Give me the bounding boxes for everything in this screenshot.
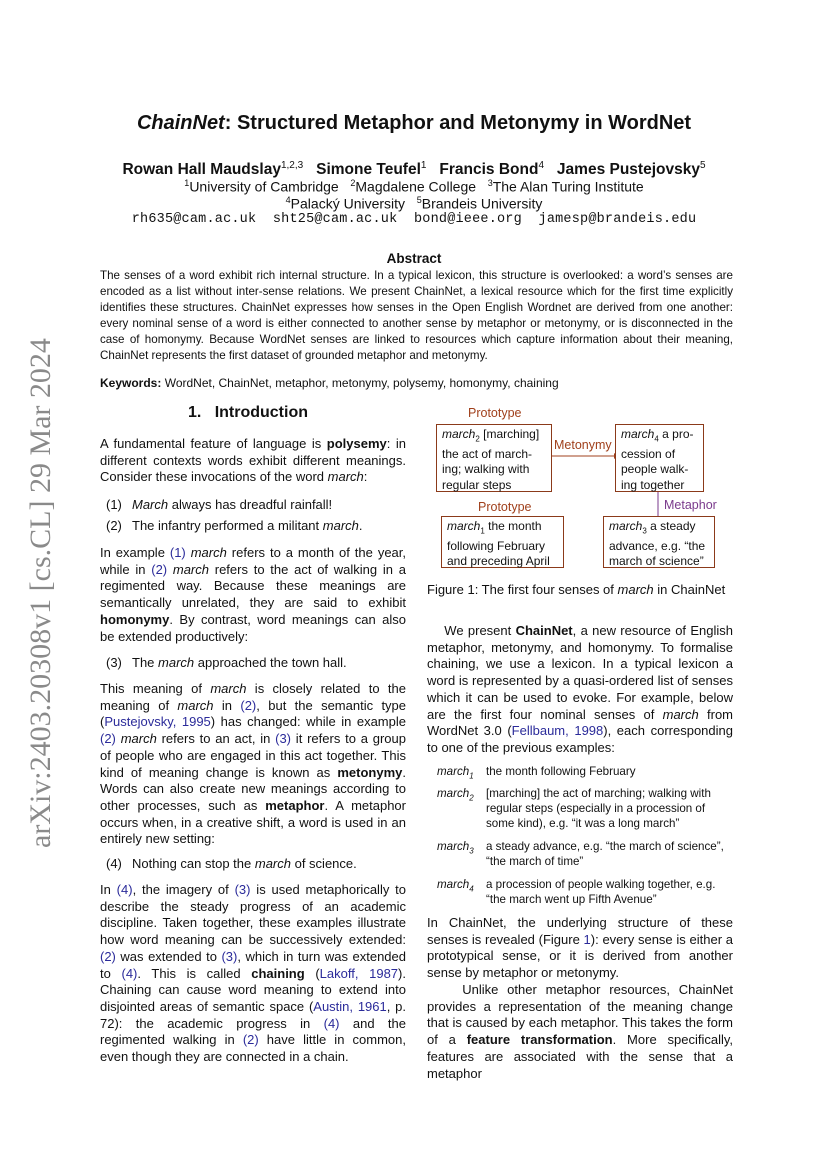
- section-heading-introduction: [188, 404, 308, 422]
- author-name: Francis Bond: [439, 161, 539, 179]
- right-paragraph-2: In ChainNet, the underlying structure of these senses is revealed (Figure 1): every sense is either a prototypical sense, or it is derived from another sense by metaphor or metonymy.: [427, 915, 733, 981]
- title-name: ChainNet: [136, 112, 225, 134]
- sense-box-march3: [603, 516, 715, 568]
- affil-sup: 2: [350, 178, 356, 188]
- box-line: regular steps: [442, 477, 512, 492]
- example-1: [106, 497, 332, 512]
- box-word: march: [609, 519, 643, 533]
- box-line: following February: [447, 538, 546, 553]
- box-line: people walk-: [621, 462, 689, 477]
- metaphor-label: Metaphor: [664, 498, 717, 512]
- affil-sup: 4: [285, 195, 291, 205]
- example-3: (3) The march approached the town hall.: [106, 655, 347, 670]
- affiliation: Brandeis University: [421, 195, 543, 212]
- prototype-label-bottom: Prototype: [478, 500, 532, 514]
- sense-sub: 2: [469, 793, 474, 803]
- box-sub: 2: [475, 434, 480, 444]
- author-affil-sup: 1: [420, 160, 427, 171]
- figure-1-diagram: [427, 404, 733, 576]
- box-line: ing; walking with: [442, 462, 530, 477]
- caption-word: march: [617, 582, 654, 597]
- sense-text: a procession of people walking together, e.g. “the march went up Fifth Avenue”: [486, 878, 716, 906]
- example-number: (1): [106, 497, 122, 512]
- caption-suffix: in ChainNet: [657, 582, 726, 597]
- sense-text: the month following February: [486, 765, 636, 778]
- arxiv-id-text: arXiv:2403.20308v1 [cs.CL] 29 Mar 2024: [24, 338, 57, 848]
- affiliation: Magdalene College: [355, 178, 477, 195]
- box-sub: 4: [654, 434, 659, 444]
- affiliation: University of Cambridge: [189, 178, 339, 195]
- figure-1-caption: [427, 582, 725, 597]
- example-word: march: [322, 518, 359, 533]
- sense-sub: 4: [469, 884, 474, 894]
- sense-list-item-1: [437, 764, 733, 780]
- prototype-label-top: Prototype: [468, 406, 522, 420]
- author-name: Simone Teufel: [316, 161, 421, 179]
- example-4: (4) Nothing can stop the march of science.: [106, 856, 357, 871]
- example-2: (2) The infantry performed a militant march.: [106, 518, 363, 533]
- author-emails: rh635@cam.ac.uk sht25@cam.ac.uk bond@ieee.org jamesp@brandeis.edu: [131, 212, 697, 227]
- author-affil-sup: 5: [699, 160, 706, 171]
- example-number: (2): [106, 518, 122, 533]
- abstract-heading: Abstract: [386, 251, 442, 266]
- intro-paragraph-2: In example (1) march refers to a month of the year, while in (2) march refers to the act of walking in a regimented way. Because these meanings are semantically unrelated, they are said to exhibit homonymy. By contrast, word meanings can also be extended productively:: [100, 545, 406, 644]
- box-line: ing together: [621, 477, 685, 492]
- section-number: 1.: [188, 404, 202, 421]
- keywords-line: [100, 376, 733, 390]
- box-line: march of science”: [609, 554, 704, 569]
- example-text: always has dreadful rainfall!: [171, 497, 333, 512]
- sense-text: a steady advance, e.g. “the march of science”, “the march of time”: [486, 840, 724, 868]
- example-number: (4): [106, 856, 122, 871]
- box-line: cession of: [621, 446, 676, 461]
- box-line: the month: [488, 519, 542, 533]
- right-paragraph-1: We present ChainNet, a new resource of English metaphor, metonymy, and homonymy. To formalise chaining, we use a lexicon. In a typical lexicon a word is represented by a quasi-ordered list of senses which it can be used to evoke. For example, below are the first four nominal senses of march from WordNet 3.0 (Fellbaum, 1998), each corresponding to one of the previous examples:: [427, 623, 734, 755]
- box-word: march: [621, 427, 655, 441]
- box-line: and preceding April: [447, 554, 550, 569]
- affiliations-line-2: [0, 195, 828, 212]
- box-line: the act of march-: [442, 446, 533, 461]
- example-word: March: [132, 497, 169, 512]
- sense-list-item-4: [437, 877, 733, 908]
- sense-text: [marching] the act of marching; walking with regular steps (especially in a procession of some kind), e.g. “it was a long march”: [486, 787, 711, 830]
- affil-sup: 1: [184, 178, 190, 188]
- sense-list-item-3: [437, 839, 733, 870]
- example-word: march: [158, 655, 195, 670]
- author-list: [0, 160, 828, 179]
- author-name: James Pustejovsky: [556, 161, 700, 179]
- affiliation: Palacký University: [290, 195, 406, 212]
- section-title: Introduction: [214, 404, 308, 421]
- sense-box-march4: [615, 424, 704, 492]
- example-number: (3): [106, 655, 122, 670]
- box-line: advance, e.g. “the: [609, 538, 706, 553]
- sense-label: march: [437, 765, 470, 778]
- abstract-text: The senses of a word exhibit rich internal structure. In a typical lexicon, this structure is overlooked: a word’s senses are encoded as a list without inter-sense relations. We present ChainNet, a lexical resource which for the first time explicitly identifies these structures. ChainNet expresses how senses in the Open English Wordnet are derived from one another: every nominal sense of a word is either connected to another sense by metaphor or metonymy, or is disconnected in the case of homonymy. Because WordNet senses are linked to resources which capture information about their meaning, ChainNet represents the first dataset of grounded metaphor and metonymy.: [100, 269, 733, 362]
- caption-prefix: Figure 1: The first four senses of: [427, 582, 614, 597]
- author-affil-sup: 1,2,3: [280, 160, 304, 171]
- sense-label: march: [437, 878, 470, 891]
- box-sub: 1: [480, 526, 485, 536]
- sense-label: march: [437, 787, 470, 800]
- box-word: march: [442, 427, 476, 441]
- sense-sub: 3: [469, 846, 474, 856]
- author-affil-sup: 4: [538, 160, 544, 171]
- metonymy-arrow: [552, 442, 618, 462]
- affil-sup: 5: [416, 195, 422, 205]
- author-name: Rowan Hall Maudslay: [122, 161, 281, 179]
- title-rest: : Structured Metaphor and Metonymy in WordNet: [224, 112, 692, 134]
- sense-sub: 1: [469, 771, 474, 781]
- box-line: a pro-: [662, 427, 694, 441]
- sense-box-march1: [441, 516, 564, 568]
- keywords-list: WordNet, ChainNet, metaphor, metonymy, polysemy, homonymy, chaining: [164, 376, 559, 390]
- example-text: The infantry performed a militant: [132, 518, 320, 533]
- intro-paragraph-3: This meaning of march is closely related to the meaning of march in (2), but the semantic type (Pustejovsky, 1995) has changed: while in example (2) march refers to an act, in (3) it refers to a group of people who are engaged in this act together. This kind of meaning change is known as metonymy. Words can also create new meanings according to other processes, such as metaphor. A metaphor occurs when, in a creative shift, a word is used in an entirely new setting:: [100, 681, 407, 847]
- keywords-label: Keywords:: [100, 376, 162, 390]
- affil-sup: 3: [487, 178, 493, 188]
- box-word: march: [447, 519, 481, 533]
- right-paragraph-3: Unlike other metaphor resources, ChainNet provides a representation of the meaning change that is caused by each metaphor. This takes the form of a feature transformation. More specifically, features are associated with the sense that a metaphor: [427, 982, 733, 1081]
- sense-list-item-2: [437, 786, 733, 832]
- intro-paragraph-4: In (4), the imagery of (3) is used metaphorically to describe the steady progress of an academic discipline. Taken together, these examples illustrate how word meaning can be successively extended: (2) was extended to (3), which in turn was extended to (4). This is called chaining (Lakoff, 1987). Chaining can cause word meaning to extend into disjointed areas of semantic space (Austin, 1961, p. 72): the academic progress in (4) and the regimented walking in (2) have little in common, even though they are connected in a chain.: [100, 882, 406, 1065]
- box-line: a steady: [650, 519, 696, 533]
- example-word: march: [254, 856, 291, 871]
- box-sub: 3: [642, 526, 647, 536]
- sense-label: march: [437, 840, 470, 853]
- paper-title: [0, 112, 828, 135]
- intro-paragraph-1: A fundamental feature of language is polysemy: in different contexts words exhibit different meanings. Consider these invocations of the word march:: [100, 436, 406, 485]
- box-line: [marching]: [483, 427, 540, 441]
- metonymy-label: Metonymy: [554, 438, 612, 452]
- affiliation: The Alan Turing Institute: [492, 178, 644, 195]
- affiliations-line-1: [0, 178, 828, 195]
- sense-box-march2: [436, 424, 552, 492]
